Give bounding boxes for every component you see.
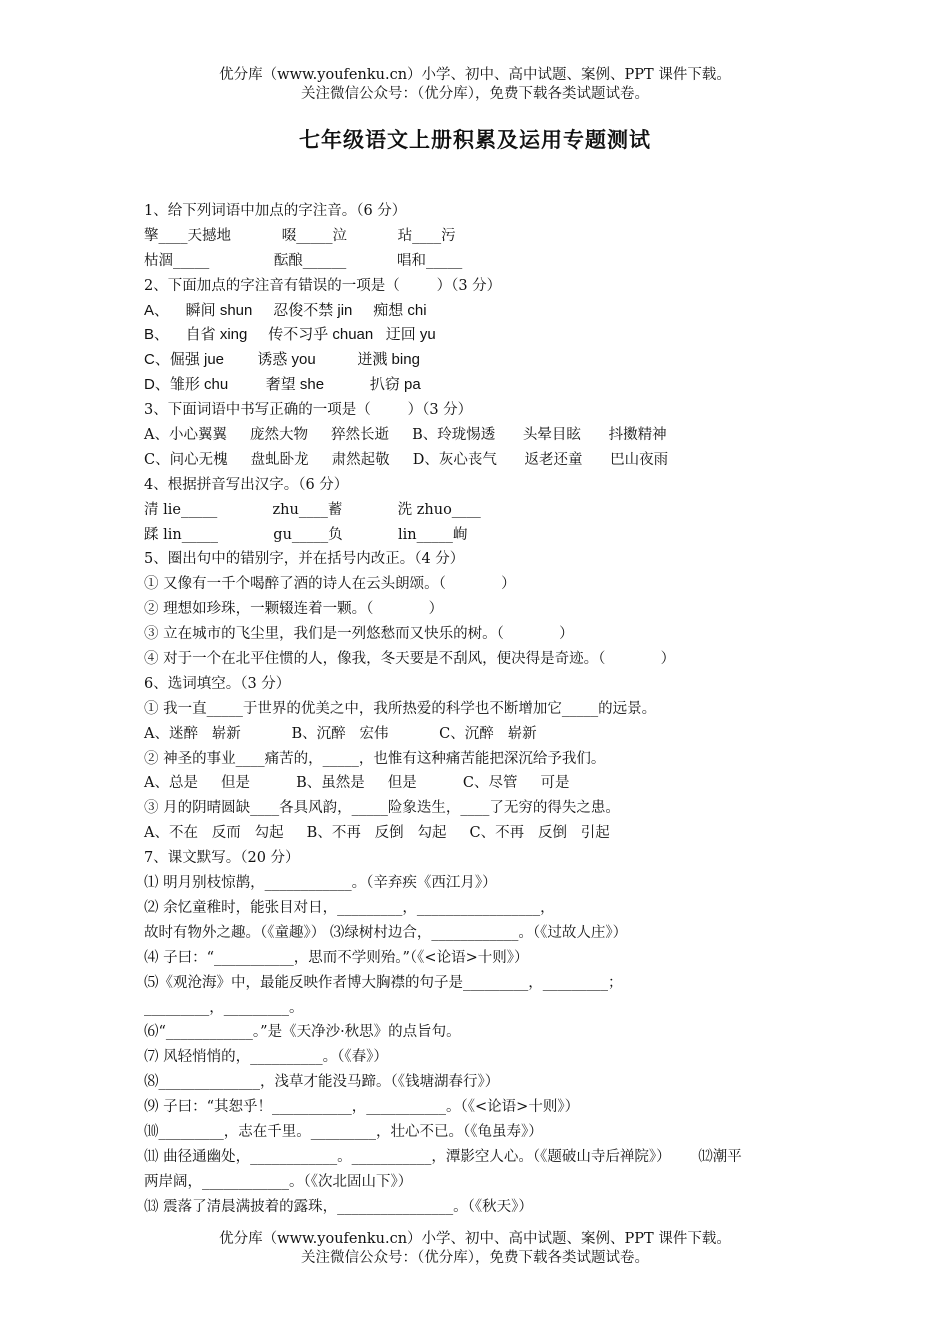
text-line: A、总是 但是 B、虽然是 但是 C、尽管 可是	[144, 775, 570, 792]
text-line: 两岸阔，____________。（《次北固山下》）	[144, 1173, 413, 1190]
text-line: ③ 月的阴晴圆缺____各具风韵，_____险象迭生，____了无穷的得失之患。	[144, 800, 620, 817]
text-line: _________，_________。	[144, 999, 304, 1016]
text-line: 故时有物外之趣。（《童趣》） ⑶绿树村边合，____________。（《过故人庄》）	[144, 924, 628, 941]
header-line-1: 优分库（www.youfenku.cn）小学、初中、高中试题、案例、PPT 课件下载。	[219, 67, 731, 83]
footer-line-1: 优分库（www.youfenku.cn）小学、初中、高中试题、案例、PPT 课件下载。	[219, 1231, 731, 1247]
text-line: 5、圈出句中的错别字，并在括号内改正。（4 分）	[144, 551, 465, 568]
text-line: 枯涸_____ 酝酿______ 唱和_____	[144, 252, 463, 269]
page-footer	[0, 1230, 950, 1268]
text-line: C、倔强 jue 诱惑 you 迸溅 bing	[144, 351, 420, 369]
text-line: ⑽_________，志在千里。_________，壮心不已。（《龟虽寿》）	[144, 1123, 543, 1140]
page-header	[0, 66, 950, 104]
text-line: ⑵ 余忆童稚时，能张目对日，_________，_________________，	[144, 899, 555, 916]
text-line: A、不在 反而 勾起 B、不再 反倒 勾起 C、不再 反倒 引起	[144, 825, 610, 842]
question-body	[144, 199, 824, 1220]
text-line: A、 瞬间 shun 忍俊不禁 jin 痴想 chi	[144, 301, 427, 319]
text-line: 蹂 lin_____ gu_____负 lin_____峋	[144, 526, 468, 543]
text-line: A、迷醉 崭新 B、沉醉 宏伟 C、沉醉 崭新	[144, 725, 537, 742]
text-line: ⑴ 明月别枝惊鹊，____________。（辛弃疾《西江月》）	[144, 875, 497, 892]
text-line: ⑺ 风轻悄悄的，__________。（《春》）	[144, 1049, 388, 1066]
text-line: ⑾ 曲径通幽处，____________。___________，潭影空人心。（《题破山寺后禅院》） ⑿潮平	[144, 1148, 742, 1165]
text-line: 擎____天撼地 啜_____泣 玷____污	[144, 227, 456, 244]
text-line: 1、给下列词语中加点的字注音。（6 分）	[144, 203, 407, 219]
text-line: ⒀ 震落了清晨满披着的露珠，________________。（《秋天》）	[144, 1198, 533, 1215]
text-line: ⑹“____________。”是《天净沙·秋思》的点旨句。	[144, 1024, 461, 1041]
text-line: ② 理想如珍珠，一颗辍连着一颗。（ ）	[144, 601, 444, 618]
footer-line-2: 关注微信公众号：（优分库），免费下载各类试题试卷。	[301, 1250, 649, 1266]
text-line: 清 lie_____ zhu____蓄 洗 zhuo____	[144, 501, 481, 518]
text-line: ② 神圣的事业____痛苦的，_____，也惟有这种痛苦能把深沉给予我们。	[144, 750, 606, 767]
text-line: 2、下面加点的字注音有错误的一项是（ ）（3 分）	[144, 277, 502, 294]
text-line: 3、下面词语中书写正确的一项是（ ）（3 分）	[144, 402, 473, 419]
text-line: ⑷ 子曰：“___________，思而不学则殆。”（《<论语>十则》）	[144, 949, 529, 966]
text-line: ④ 对于一个在北平住惯的人，像我，冬天要是不刮风，便决得是奇迹。（ ）	[144, 651, 676, 668]
text-line: ① 我一直_____于世界的优美之中，我所热爱的科学也不断增加它_____的远景。	[144, 700, 657, 717]
text-line: 6、选词填空。（3 分）	[144, 675, 291, 692]
text-line: ⑸《观沧海》中，最能反映作者博大胸襟的句子是_________，_________；	[144, 974, 623, 991]
text-line: A、小心翼翼 庞然大物 猝然长逝 B、玲珑惕透 头晕目眩 抖擞精神	[144, 427, 667, 444]
text-line: 7、课文默写。（20 分）	[144, 850, 300, 867]
text-line: B、 自省 xing 传不习乎 chuan 迂回 yu	[144, 326, 436, 344]
text-line: D、雏形 chu 奢望 she 扒窃 pa	[144, 376, 421, 394]
page-title: 七年级语文上册积累及运用专题测试	[299, 127, 651, 152]
text-line: C、问心无槐 盘虬卧龙 肃然起敬 D、灰心丧气 返老还童 巴山夜雨	[144, 451, 669, 468]
text-line: ① 又像有一千个喝醉了酒的诗人在云头朗颂。（ ）	[144, 576, 516, 593]
text-line: ⑼ 子曰：“其恕乎！___________，___________。（《<论语>十则》）	[144, 1099, 580, 1116]
text-line: ⑻______________，浅草才能没马蹄。（《钱塘湖春行》）	[144, 1074, 500, 1091]
text-line: 4、根据拼音写出汉字。（6 分）	[144, 476, 349, 493]
header-line-2: 关注微信公众号：（优分库），免费下载各类试题试卷。	[301, 86, 649, 102]
text-line: ③ 立在城市的飞尘里，我们是一列悠愁而又快乐的树。（ ）	[144, 626, 574, 643]
